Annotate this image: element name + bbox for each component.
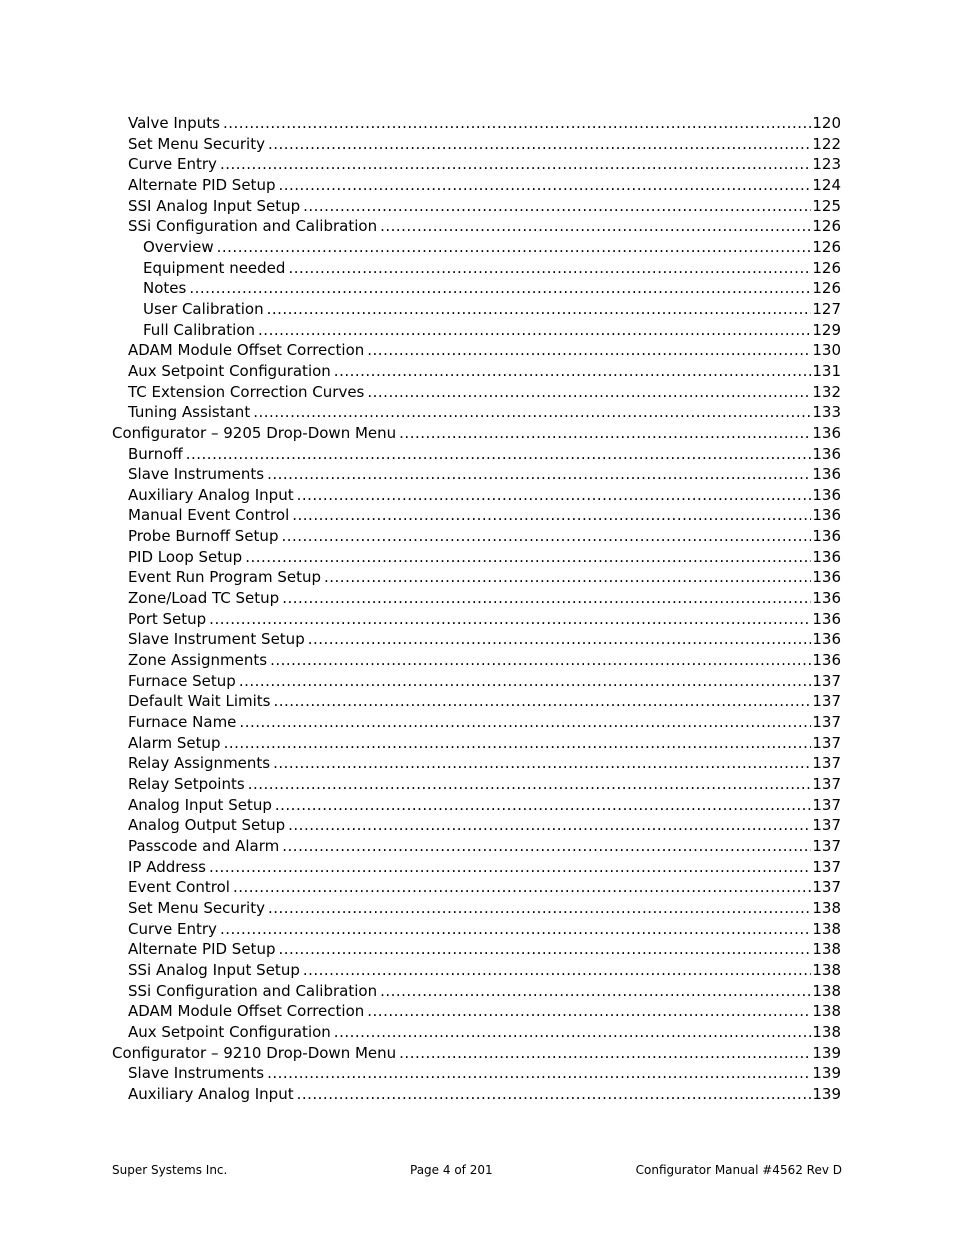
toc-dot-leader <box>253 402 811 423</box>
toc-entry-page: 139 <box>812 1084 841 1103</box>
toc-entry-page: 126 <box>812 237 841 256</box>
toc-dot-leader <box>220 154 811 175</box>
toc-entry-title: Tuning Assistant <box>128 403 251 422</box>
toc-entry[interactable] <box>112 196 841 217</box>
toc-entry-page: 130 <box>812 341 841 360</box>
toc-entry[interactable] <box>112 175 841 196</box>
toc-entry-title: Probe Burnoff Setup <box>128 527 279 546</box>
toc-entry-page: 123 <box>812 155 841 174</box>
toc-dot-leader <box>209 609 811 630</box>
toc-entry[interactable] <box>112 485 841 506</box>
toc-entry[interactable] <box>112 526 841 547</box>
toc-entry-page: 122 <box>812 134 841 153</box>
toc-dot-leader <box>186 444 812 465</box>
toc-entry[interactable] <box>112 939 841 960</box>
toc-entry-title: Alarm Setup <box>128 733 221 752</box>
toc-dot-leader <box>282 836 811 857</box>
toc-entry-page: 137 <box>812 671 841 690</box>
toc-dot-leader <box>268 134 811 155</box>
toc-entry-page: 137 <box>812 713 841 732</box>
toc-entry-title: IP Address <box>128 857 206 876</box>
toc-entry[interactable] <box>112 113 841 134</box>
toc-dot-leader <box>324 567 811 588</box>
toc-entry-title: TC Extension Correction Curves <box>128 382 365 401</box>
toc-entry[interactable] <box>112 795 841 816</box>
footer-page-number: Page 4 of 201 <box>410 1163 493 1177</box>
toc-entry[interactable] <box>112 774 841 795</box>
toc-entry-page: 137 <box>812 836 841 855</box>
toc-entry-page: 137 <box>812 857 841 876</box>
toc-entry[interactable] <box>112 877 841 898</box>
toc-dot-leader <box>303 196 811 217</box>
toc-entry-page: 136 <box>812 465 841 484</box>
toc-entry[interactable] <box>112 299 841 320</box>
toc-entry-page: 138 <box>812 898 841 917</box>
toc-dot-leader <box>303 960 812 981</box>
toc-entry[interactable] <box>112 733 841 754</box>
toc-entry-page: 138 <box>812 960 841 979</box>
table-of-contents <box>112 113 841 1105</box>
toc-entry-page: 136 <box>812 609 841 628</box>
toc-entry-page: 137 <box>812 878 841 897</box>
toc-dot-leader <box>217 237 812 258</box>
toc-dot-leader <box>209 857 811 878</box>
toc-entry-title: User Calibration <box>143 299 264 318</box>
toc-entry-page: 136 <box>812 527 841 546</box>
toc-dot-leader <box>189 278 811 299</box>
toc-entry-title: Slave Instruments <box>128 1064 265 1083</box>
toc-entry-title: Auxiliary Analog Input <box>128 1084 294 1103</box>
toc-entry[interactable] <box>112 237 841 258</box>
toc-dot-leader <box>268 898 811 919</box>
toc-entry-page: 138 <box>812 1022 841 1041</box>
toc-entry-title: Alternate PID Setup <box>128 940 276 959</box>
toc-entry-title: PID Loop Setup <box>128 547 243 566</box>
toc-entry[interactable] <box>112 629 841 650</box>
toc-entry-title: Overview <box>143 237 214 256</box>
toc-entry[interactable] <box>112 691 841 712</box>
toc-entry[interactable] <box>112 960 841 981</box>
toc-entry[interactable] <box>112 320 841 341</box>
toc-entry-page: 126 <box>812 258 841 277</box>
toc-entry-title: Set Menu Security <box>128 898 265 917</box>
toc-entry-title: Event Run Program Setup <box>128 568 321 587</box>
toc-dot-leader <box>367 1001 811 1022</box>
toc-dot-leader <box>334 1022 812 1043</box>
toc-entry[interactable] <box>112 1022 841 1043</box>
toc-dot-leader <box>367 382 811 403</box>
toc-entry-page: 126 <box>812 217 841 236</box>
toc-dot-leader <box>248 774 812 795</box>
toc-entry-page: 138 <box>812 1002 841 1021</box>
toc-entry-title: Curve Entry <box>128 155 217 174</box>
toc-entry[interactable] <box>112 1063 841 1084</box>
toc-entry-page: 136 <box>812 651 841 670</box>
toc-entry-title: Zone Assignments <box>128 651 268 670</box>
toc-entry-title: ADAM Module Offset Correction <box>128 1002 365 1021</box>
toc-dot-leader <box>297 1084 812 1105</box>
toc-entry[interactable] <box>112 1043 841 1064</box>
toc-entry[interactable] <box>112 753 841 774</box>
toc-dot-leader <box>399 1043 811 1064</box>
toc-entry-title: Full Calibration <box>143 320 256 339</box>
toc-entry-title: Furnace Setup <box>128 671 236 690</box>
toc-entry[interactable] <box>112 547 841 568</box>
toc-entry-page: 136 <box>812 423 841 442</box>
toc-entry-page: 138 <box>812 940 841 959</box>
toc-entry-title: Valve Inputs <box>128 114 220 132</box>
toc-entry[interactable] <box>112 609 841 630</box>
toc-dot-leader <box>288 258 811 279</box>
toc-entry-page: 138 <box>812 919 841 938</box>
toc-entry[interactable] <box>112 423 841 444</box>
toc-dot-leader <box>288 815 811 836</box>
toc-entry-title: Zone/Load TC Setup <box>128 589 280 608</box>
toc-entry[interactable] <box>112 216 841 237</box>
toc-entry-title: Furnace Name <box>128 713 237 732</box>
toc-entry-page: 136 <box>812 630 841 649</box>
footer-company: Super Systems Inc. <box>112 1163 228 1177</box>
toc-entry[interactable] <box>112 857 841 878</box>
toc-entry-title: SSi Configuration and Calibration <box>128 217 378 236</box>
toc-dot-leader <box>292 505 811 526</box>
toc-dot-leader <box>224 733 812 754</box>
toc-dot-leader <box>297 485 812 506</box>
toc-entry[interactable] <box>112 712 841 733</box>
toc-entry-page: 139 <box>812 1064 841 1083</box>
toc-entry[interactable] <box>112 588 841 609</box>
toc-entry-page: 137 <box>812 795 841 814</box>
toc-dot-leader <box>239 671 812 692</box>
toc-dot-leader <box>270 650 811 671</box>
toc-entry[interactable] <box>112 464 841 485</box>
toc-dot-leader <box>267 464 811 485</box>
toc-entry-title: SSi Configuration and Calibration <box>128 981 378 1000</box>
toc-dot-leader <box>233 877 811 898</box>
toc-entry-page: 136 <box>812 506 841 525</box>
footer-document-title: Configurator Manual #4562 Rev D <box>635 1163 842 1177</box>
toc-dot-leader <box>245 547 811 568</box>
toc-dot-leader <box>273 753 811 774</box>
toc-dot-leader <box>282 588 811 609</box>
toc-dot-leader <box>258 320 811 341</box>
toc-dot-leader <box>308 629 812 650</box>
toc-entry[interactable] <box>112 444 841 465</box>
toc-entry[interactable] <box>112 154 841 175</box>
toc-entry-page: 129 <box>812 320 841 339</box>
toc-entry-title: Burnoff <box>128 444 183 463</box>
toc-dot-leader <box>334 361 812 382</box>
toc-entry-page: 132 <box>812 382 841 401</box>
toc-dot-leader <box>380 981 811 1002</box>
toc-entry-page: 137 <box>812 754 841 773</box>
toc-entry-page: 137 <box>812 733 841 752</box>
toc-entry[interactable] <box>112 402 841 423</box>
toc-entry[interactable] <box>112 919 841 940</box>
toc-entry[interactable] <box>112 340 841 361</box>
toc-entry-title: Alternate PID Setup <box>128 175 276 194</box>
toc-dot-leader <box>220 919 811 940</box>
toc-entry-page: 124 <box>812 175 841 194</box>
toc-entry[interactable] <box>112 981 841 1002</box>
toc-entry-title: Auxiliary Analog Input <box>128 485 294 504</box>
toc-entry[interactable] <box>112 258 841 279</box>
toc-entry[interactable] <box>112 1084 841 1105</box>
toc-entry-page: 133 <box>812 403 841 422</box>
toc-entry-page: 137 <box>812 775 841 793</box>
toc-entry-page: 120 <box>812 114 841 132</box>
toc-entry-title: Aux Setpoint Configuration <box>128 361 331 380</box>
toc-entry-page: 125 <box>812 196 841 215</box>
toc-entry-title: Curve Entry <box>128 919 217 938</box>
toc-dot-leader <box>267 299 812 320</box>
toc-entry-title: Configurator – 9205 Drop-Down Menu <box>112 423 397 442</box>
toc-entry[interactable] <box>112 898 841 919</box>
toc-dot-leader <box>275 795 811 816</box>
toc-entry-title: ADAM Module Offset Correction <box>128 341 365 360</box>
toc-entry-page: 126 <box>812 279 841 298</box>
toc-entry-page: 136 <box>812 568 841 587</box>
toc-dot-leader <box>223 113 811 134</box>
toc-entry[interactable] <box>112 836 841 857</box>
toc-entry-page: 131 <box>812 361 841 380</box>
toc-entry-title: Port Setup <box>128 609 207 628</box>
toc-entry-title: Analog Output Setup <box>128 816 286 835</box>
toc-entry-title: SSI Analog Input Setup <box>128 196 301 215</box>
toc-entry-title: Slave Instruments <box>128 465 265 484</box>
toc-entry-page: 136 <box>812 547 841 566</box>
toc-entry[interactable] <box>112 134 841 155</box>
toc-entry-title: Default Wait Limits <box>128 692 271 711</box>
toc-dot-leader <box>278 175 811 196</box>
toc-entry[interactable] <box>112 278 841 299</box>
toc-entry[interactable] <box>112 815 841 836</box>
toc-entry-title: Manual Event Control <box>128 506 290 525</box>
toc-entry-page: 138 <box>812 981 841 1000</box>
toc-entry-page: 136 <box>812 444 841 463</box>
toc-dot-leader <box>273 691 811 712</box>
toc-entry-page: 139 <box>812 1043 841 1062</box>
toc-entry[interactable] <box>112 1001 841 1022</box>
toc-entry-title: SSi Analog Input Setup <box>128 960 300 979</box>
toc-dot-leader <box>239 712 811 733</box>
toc-entry[interactable] <box>112 382 841 403</box>
toc-dot-leader <box>399 423 811 444</box>
toc-entry-title: Passcode and Alarm <box>128 836 280 855</box>
toc-entry[interactable] <box>112 361 841 382</box>
toc-entry-title: Equipment needed <box>143 258 286 277</box>
toc-entry[interactable] <box>112 567 841 588</box>
toc-entry[interactable] <box>112 505 841 526</box>
toc-dot-leader <box>367 340 811 361</box>
toc-entry-page: 137 <box>812 692 841 711</box>
toc-dot-leader <box>380 216 811 237</box>
toc-entry-page: 136 <box>812 589 841 608</box>
toc-entry-title: Configurator – 9210 Drop-Down Menu <box>112 1043 397 1062</box>
toc-entry-title: Relay Setpoints <box>128 775 245 793</box>
toc-entry-title: Analog Input Setup <box>128 795 272 814</box>
toc-entry-page: 127 <box>812 299 841 318</box>
toc-entry[interactable] <box>112 671 841 692</box>
toc-entry-title: Notes <box>143 279 187 298</box>
toc-entry-page: 137 <box>812 816 841 835</box>
toc-entry-page: 136 <box>812 485 841 504</box>
toc-entry-title: Relay Assignments <box>128 754 271 773</box>
toc-entry[interactable] <box>112 650 841 671</box>
toc-entry-title: Aux Setpoint Configuration <box>128 1022 331 1041</box>
toc-entry-title: Slave Instrument Setup <box>128 630 305 649</box>
toc-entry-title: Set Menu Security <box>128 134 265 153</box>
toc-entry-title: Event Control <box>128 878 230 897</box>
toc-dot-leader <box>267 1063 811 1084</box>
toc-dot-leader <box>278 939 811 960</box>
toc-dot-leader <box>281 526 811 547</box>
